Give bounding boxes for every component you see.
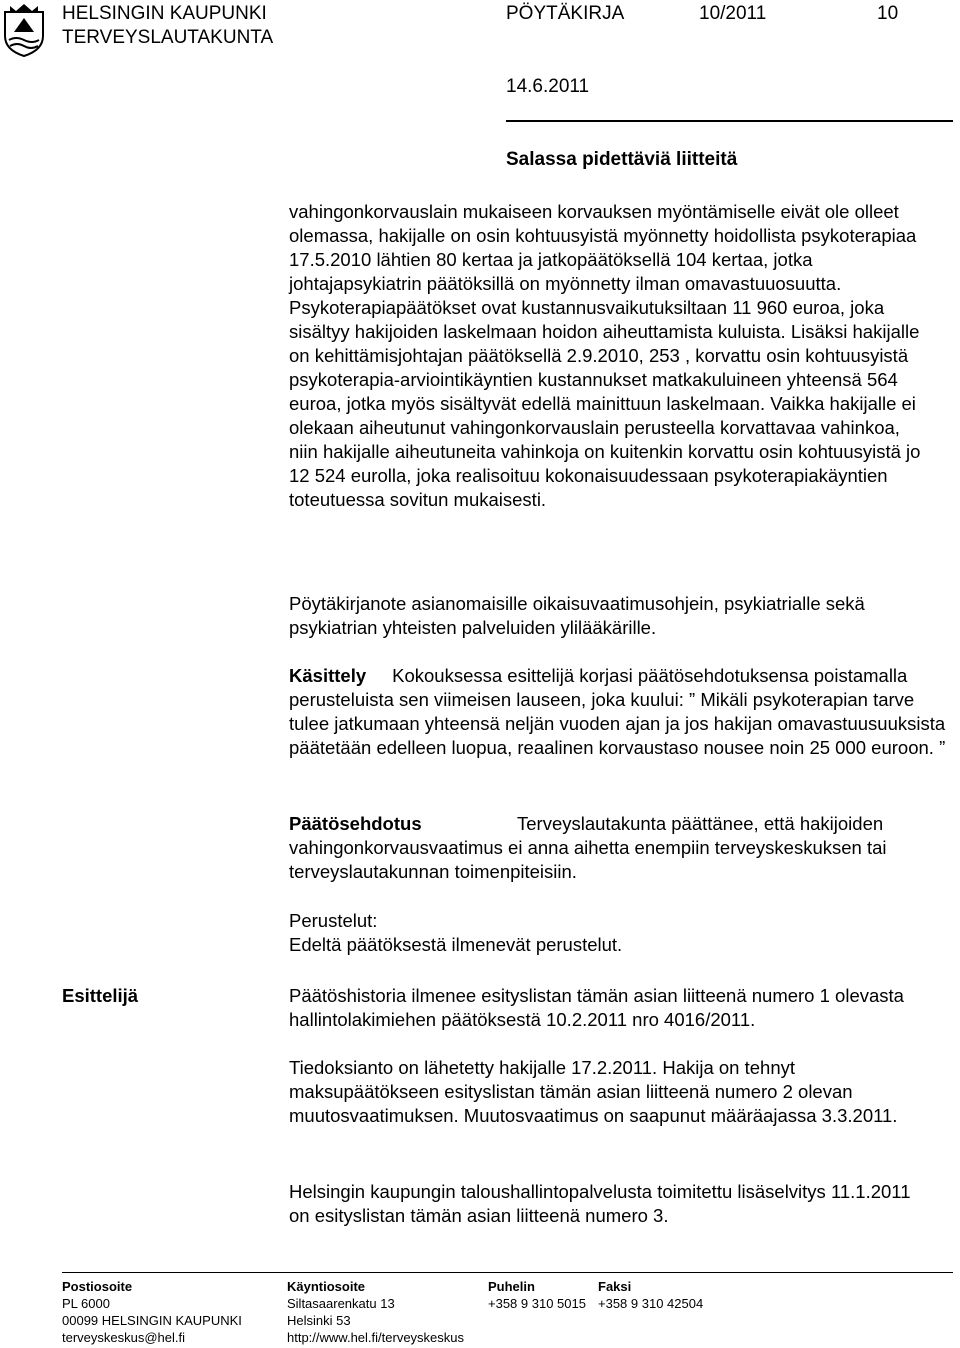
perustelut-label: Perustelut: [289, 910, 378, 931]
paatosehdotus-label: Päätösehdotus [289, 813, 422, 834]
paragraph-poytakirjanote: Pöytäkirjanote asianomaisille oikaisuvaatimusohjein, psykiatrialle sekä psykiatrian yhteisten palveluiden ylilääkärille. [289, 593, 865, 638]
footer-visiting-line1: Siltasaarenkatu 13 [287, 1296, 395, 1311]
helsinki-crest-icon [2, 2, 46, 58]
esittelija-label: Esittelijä [62, 985, 139, 1006]
footer-phone-number: +358 9 310 5015 [488, 1296, 586, 1311]
footer-postal [62, 1278, 242, 1346]
footer-fax-number: +358 9 310 42504 [598, 1296, 704, 1311]
doc-type: PÖYTÄKIRJA [506, 3, 625, 24]
paragraph-main: vahingonkorvauslain mukaiseen korvauksen myöntämiselle eivät ole olleet olemassa, hakijalle on osin kohtuusyistä myönnetty hoidollista psykoterapiaa 17.5.2010 lähtien 80 kertaa ja jatkopäätöksellä 104 kertaa, jotka johtajapsykiatrin päätöksillä on myönnetty ilman omavastuuosuutta. Psykoterapiapäätökset ovat kustannusvaikutuksiltaan 11 960 euroa, joka sisältyy hakijoiden laskelmaan hoidon aiheuttamista kuluista. Lisäksi hakijalle on kehittämisjohtajan päätöksellä 2.9.2010, 253 , korvattu osin kohtuusyistä psykoterapia-arviointikäyntien kustannukset matkakuluineen yhteensä 564 euroa, jotka myös sisältyvät edellä mainittuun laskelmaan. Vaikka hakijalle ei olekaan aiheutunut vahingonkorvauslain perusteella korvattavaa vahinkoa, niin hakijalle aiheutuneita vahinkoja on kuitenkin korvattu osin kohtuusyistä jo 12 524 eurolla, joka realisoituu kokonaisuudessaan psykoterapiakäyntien toteutuessa sovitun mukaisesti. [289, 201, 921, 510]
footer-visiting-label: Käyntiosoite [287, 1279, 366, 1294]
kasittely-label: Käsittely [289, 665, 367, 686]
footer-postal-line1: PL 6000 [62, 1296, 110, 1311]
paatosehdotus-text: Terveyslautakunta päättänee, että hakijoiden vahingonkorvausvaatimus ei anna aihetta enempiin terveyskeskuksen tai terveyslautakunnan toimenpiteisiin. [289, 813, 887, 882]
footer-email[interactable]: terveyskeskus@hel.fi [62, 1330, 186, 1345]
footer-website-link[interactable]: http://www.hel.fi/terveyskeskus [287, 1330, 465, 1345]
paragraph-esittelija: Päätöshistoria ilmenee esityslistan tämän asian liitteenä numero 1 olevasta hallintolakimiehen päätöksestä 10.2.2011 nro 4016/2011. [289, 985, 904, 1030]
footer-phone-label: Puhelin [488, 1279, 535, 1294]
doc-number: 10/2011 [699, 3, 767, 24]
header-rule [506, 120, 953, 122]
paragraph-tiedoksianto: Tiedoksianto on lähetetty hakijalle 17.2.2011. Hakija on tehnyt maksupäätökseen esityslistan tämän asian liitteenä numero 2 olevan muutosvaatimuksen. Muutosvaatimus on saapunut määräajassa 3.3.2011. [289, 1057, 898, 1126]
org-name: HELSINGIN KAUPUNKI [62, 3, 267, 24]
paragraph-lisaselvitys: Helsingin kaupungin taloushallintopalvelusta toimitettu lisäselvitys 11.1.2011 on esityslistan tämän asian liitteenä numero 3. [289, 1181, 911, 1226]
page-number: 10 [877, 3, 899, 24]
footer-fax-label: Faksi [598, 1279, 632, 1294]
perustelut-text: Edeltä päätöksestä ilmenevät perustelut. [289, 934, 623, 955]
footer-postal-label: Postiosoite [62, 1279, 133, 1294]
footer-visiting-line2: Helsinki 53 [287, 1313, 351, 1328]
section-title: Salassa pidettäviä liitteitä [506, 149, 738, 170]
doc-date: 14.6.2011 [506, 76, 590, 97]
footer-postal-line2: 00099 HELSINGIN KAUPUNKI [62, 1313, 242, 1328]
footer-visiting [287, 1278, 464, 1346]
footer-fax [598, 1278, 703, 1312]
org-department: TERVEYSLAUTAKUNTA [62, 27, 274, 48]
footer-phone [488, 1278, 586, 1312]
paragraph-paatosehdotus [289, 812, 949, 884]
footer-rule [62, 1272, 953, 1273]
paragraph-kasittely [289, 664, 949, 760]
kasittely-text: Kokouksessa esittelijä korjasi päätösehdotuksensa poistamalla perusteluista sen viimeisen lauseen, joka kuului: ” Mikäli psykoterapian tarve tulee jatkumaan yhteensä neljän vuoden ajan ja jos hakijan omavastuusuuksista päätetään edelleen luopua, reaalinen korvaustaso nousee noin 25 000 euroon. ” [289, 665, 946, 758]
